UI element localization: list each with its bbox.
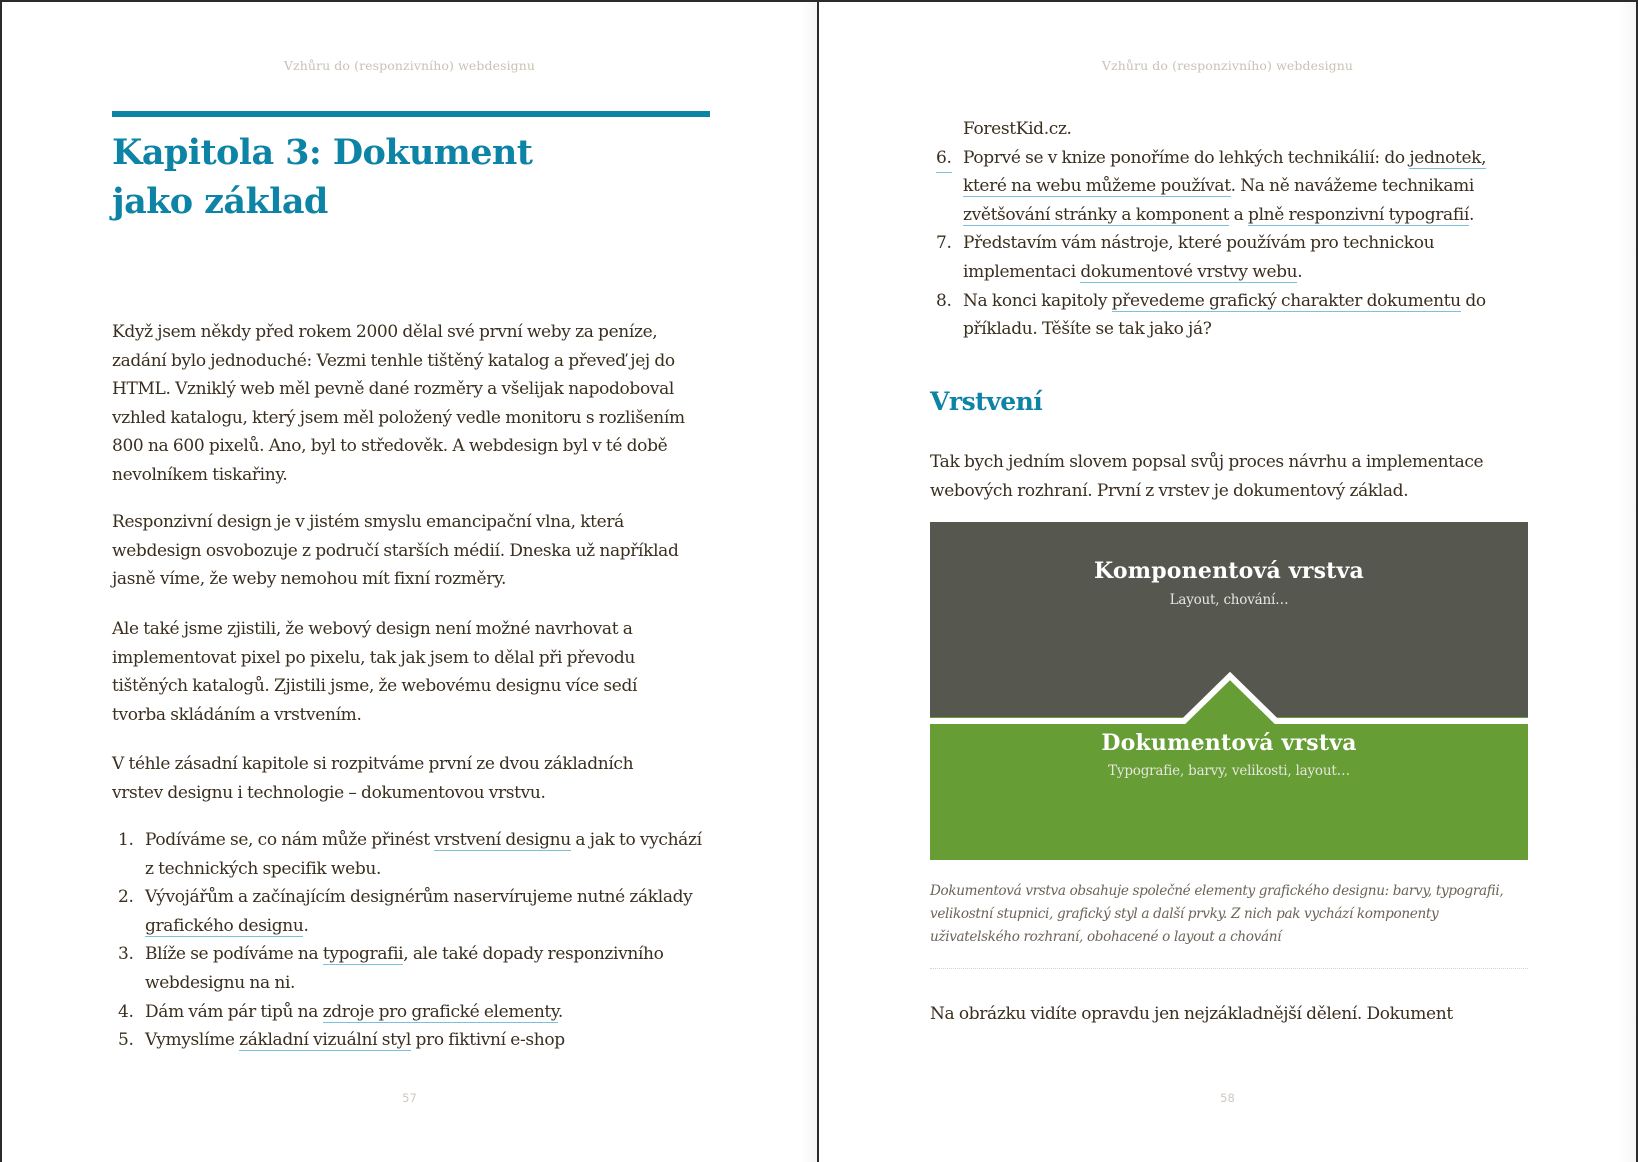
caption-separator	[930, 968, 1528, 969]
figure-caption: Dokumentová vrstva obsahuje společné elementy grafického designu: barvy, typografii, velikostní stupnici, grafický styl a další prvky. Z nich pak vychází komponenty uživatelského rozhraní, obohacené o layout a chování	[930, 883, 1504, 945]
list-marker: 3.	[118, 944, 134, 965]
page-number: 57	[402, 1091, 417, 1105]
list-item-continuation	[930, 115, 1530, 144]
list-text: Blíže se podíváme na	[145, 944, 323, 965]
list-text: Vymyslíme	[145, 1030, 240, 1051]
document-layer-subtitle: Typografie, barvy, velikosti, layout…	[1108, 763, 1350, 779]
list-item	[930, 144, 1530, 230]
paragraph: Ale také jsme zjistili, že webový design není možné navrhovat a implementovat pixel po pixelu, tak jak jsem to dělal při převodu tištěných katalogů. Zjistili jsme, že webovému designu více sedí tvorba skládáním a vrstvením.	[112, 619, 638, 725]
list-text-fragment: do příkladu. Těšíte se tak jako já?	[963, 290, 1486, 340]
intro-paragraph: Tak bych jedním slovem popsal svůj proces návrhu a implementace webových rozhraní. První z vrstev je dokumentový základ.	[930, 452, 1484, 501]
list-marker: 2.	[118, 887, 134, 908]
running-head: Vzhůru do (responzivního) webdesignu	[283, 58, 536, 73]
list-text-fragment: Představím vám nástroje, které používám pro technickou implementaci	[963, 233, 1435, 282]
paragraph: Když jsem někdy před rokem 2000 dělal své první weby za peníze, zadání bylo jednoduché: Vezmi tenhle tištěný katalog a převeď jej do HTML. Vzniklý web měl pevně dané rozměry a všelijak napodoboval vzhled katalogu, který jsem měl položený vedle monitoru s rozlišením 800 na 600 pixelů. Ano, byl to středověk. A webdesign byl v té době nevolníkem tiskařiny.	[112, 322, 685, 485]
list-marker: 8.	[936, 290, 952, 311]
closing-paragraph: Na obrázku vidíte opravdu jen nejzákladnější dělení. Dokument	[930, 1004, 1453, 1024]
link-graficky-design[interactable]: grafického designu	[145, 915, 304, 936]
link-zdroje-grafickych-elementu[interactable]: zdroje pro grafické elementy	[322, 1001, 558, 1022]
list-item	[112, 998, 712, 1027]
paragraph: V téhle zásadní kapitole si rozpitváme první ze dvou základních vrstev designu i technologie – dokumentovou vrstvu.	[112, 754, 634, 803]
list-item	[930, 287, 1530, 344]
list-marker: 1.	[118, 830, 134, 850]
list-text: Vývojářům a začínajícím designérům naservírujeme nutné základy	[145, 887, 693, 908]
section-heading: Vrstvení	[930, 387, 1043, 416]
chapter-title-line-2: jako základ	[112, 181, 328, 222]
link-vrstveni-designu[interactable]: vrstvení designu	[434, 830, 571, 850]
list-text: pro fiktivní e-shop	[410, 1030, 565, 1051]
list-link[interactable]: zvětšování stránky a komponent	[963, 204, 1230, 225]
chapter-title-line-1: Kapitola 3: Dokument	[112, 132, 533, 173]
list-text-fragment: . Na ně navážeme technikami	[1230, 176, 1475, 197]
list-link[interactable]: plně responzivní typografií	[1248, 204, 1469, 225]
list-text-fragment: a	[1229, 204, 1249, 225]
list-item	[112, 940, 712, 997]
component-layer-subtitle: Layout, chování…	[1169, 592, 1289, 608]
chapter-rule	[112, 111, 710, 117]
list-item	[930, 229, 1530, 286]
list-text: ForestKid.cz.	[963, 119, 1072, 139]
list-text: Dám vám pár tipů na	[145, 1001, 323, 1022]
list-link[interactable]: jednotek, které na webu můžeme používat	[963, 147, 1487, 197]
chapter-outline-list-continued	[930, 115, 1530, 344]
link-zakladni-vizualni-styl[interactable]: základní vizuální styl	[239, 1030, 411, 1051]
list-text-fragment: Poprvé se v knize ponoříme do lehkých technikálií: do	[963, 147, 1410, 168]
list-text-fragment: .	[1468, 204, 1475, 225]
list-text: .	[303, 915, 309, 936]
document-layer-title: Dokumentová vrstva	[1101, 730, 1357, 756]
list-text: Podíváme se, co nám může přinést	[145, 830, 435, 850]
list-marker: 4.	[118, 1001, 134, 1022]
chapter-title	[112, 128, 672, 226]
page-57	[2, 2, 817, 1162]
list-text	[963, 148, 1486, 226]
list-item	[112, 883, 712, 940]
list-text: , ale také dopady responzivního webdesignu na ni.	[145, 944, 664, 993]
list-text-fragment: .	[1297, 261, 1303, 282]
running-head: Vzhůru do (responzivního) webdesignu	[1101, 58, 1354, 73]
list-text	[963, 233, 1434, 283]
page-58	[819, 2, 1636, 1162]
list-link[interactable]: převedeme grafický charakter dokumentu	[1111, 290, 1461, 311]
list-marker: 6.	[936, 144, 952, 174]
list-text: a jak to vychází z technických specifik webu.	[145, 830, 702, 879]
list-link[interactable]: dokumentové vrstvy webu	[1080, 261, 1298, 282]
list-item	[112, 1026, 712, 1055]
layers-diagram	[930, 522, 1528, 860]
list-text-fragment: Na konci kapitoly	[963, 290, 1112, 311]
component-layer-title: Komponentová vrstva	[1094, 558, 1364, 584]
list-item	[112, 826, 712, 883]
list-marker: 5.	[118, 1030, 134, 1051]
page-number: 58	[1220, 1091, 1235, 1105]
chapter-outline-list	[112, 826, 712, 1055]
list-text	[963, 291, 1486, 340]
paragraph: Responzivní design je v jistém smyslu emancipační vlna, která webdesign osvobozuje z područí starších médií. Dneska už například jasně víme, že weby nemohou mít fixní rozměry.	[112, 512, 679, 590]
link-typografie[interactable]: typografii	[322, 944, 404, 965]
list-marker: 7.	[936, 233, 952, 254]
list-text: .	[557, 1001, 563, 1022]
